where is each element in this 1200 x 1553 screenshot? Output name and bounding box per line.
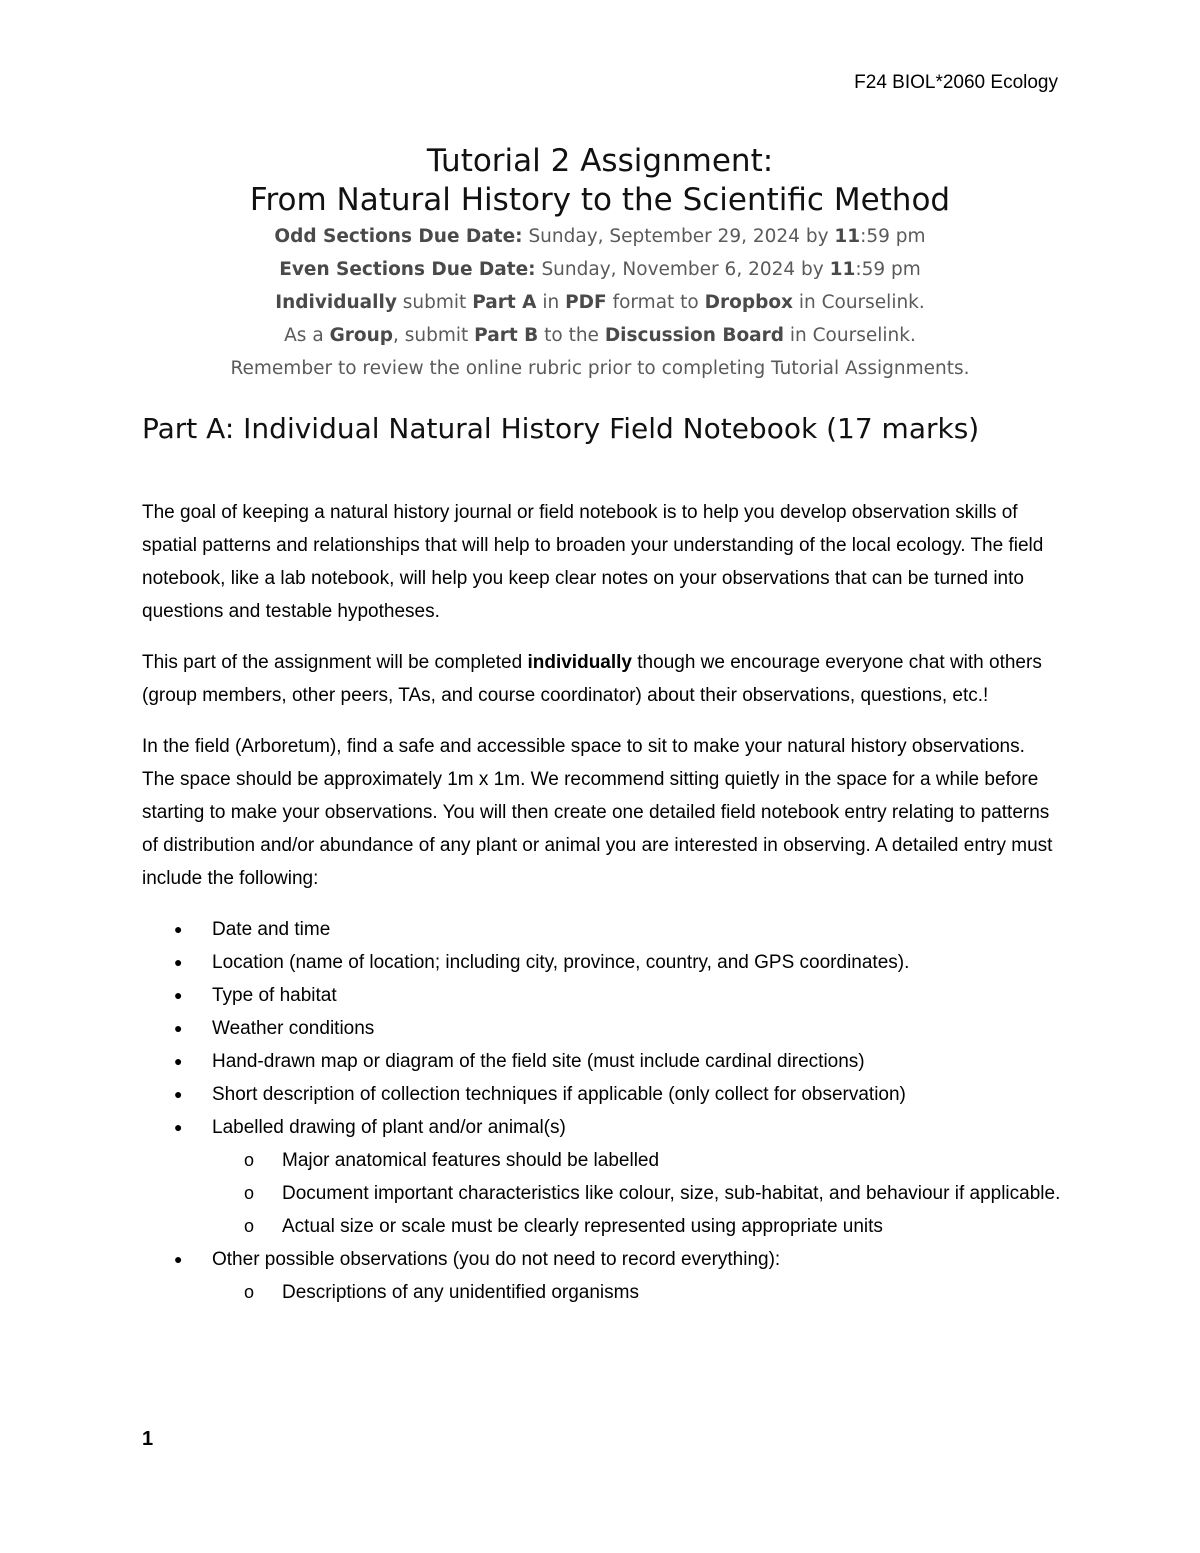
odd-sections-due-date: Odd Sections Due Date: Sunday, September 29, 2024 by 11:59 pm [274,226,926,247]
paragraph-individual: This part of the assignment will be completed individually though we encourage everyone chat with others (group members, other peers, TAs, and course coordinator) about their observations, questions, etc.! [142,652,1042,706]
list-item: ● Hand-drawn map or diagram of the field site (must include cardinal directions) [142,1045,1062,1078]
other-observations-sublist [212,1276,1062,1309]
list-item: ● Labelled drawing of plant and/or animal(s) o Major anatomical features should be labelled o Document important characteristics like colour, size, sub-habitat, and behaviour if applicable. o Actual size or scale must be clearly represented using appropriate units [142,1111,1062,1243]
sub-list-item: o Descriptions of any unidentified organisms [212,1276,1062,1309]
paragraph-goal: The goal of keeping a natural history journal or field notebook is to help you develop observation skills of spatial patterns and relationships that will help to broaden your understanding of the local ecology. The field notebook, like a lab notebook, will help you keep clear notes on your observations that can be turned into questions and testable hypotheses. [142,502,1044,622]
bullet-icon: ● [174,1119,183,1135]
rubric-reminder: Remember to review the online rubric prior to completing Tutorial Assignments. [230,358,970,379]
part-a-content [142,496,1062,1309]
document-title-line2: From Natural History to the Scientific Method [249,182,951,218]
bullet-icon: ● [174,921,183,937]
bullet-icon: ● [174,1020,183,1036]
sub-bullet-icon: o [244,1183,255,1203]
individual-submission-instructions: Individually submit Part A in PDF format to Dropbox in Courselink. [275,292,925,313]
sub-list-item: o Major anatomical features should be labelled [212,1144,1062,1177]
part-a-heading: Part A: Individual Natural History Field Notebook (17 marks) [142,412,980,445]
paragraph-field-instructions: In the field (Arboretum), find a safe and accessible space to sit to make your natural history observations. The space should be approximately 1m x 1m. We recommend sitting quietly in the space for a while before starting to make your observations. You will then create one detailed field notebook entry relating to patterns of distribution and/or abundance of any plant or animal you are interested in observing. A detailed entry must include the following: [142,736,1053,889]
list-item: ● Location (name of location; including city, province, country, and GPS coordinates). [142,946,1062,979]
sub-bullet-icon: o [244,1216,255,1236]
document-title-line1: Tutorial 2 Assignment: [426,143,774,179]
list-item: ● Other possible observations (you do not need to record everything): o Descriptions of any unidentified organisms [142,1243,1062,1309]
sub-bullet-icon: o [244,1282,255,1302]
group-submission-instructions: As a Group, submit Part B to the Discussion Board in Courselink. [284,325,916,346]
bullet-icon: ● [174,1251,183,1267]
sub-list-item: o Actual size or scale must be clearly represented using appropriate units [212,1210,1062,1243]
list-item: ● Type of habitat [142,979,1062,1012]
sub-list-item: o Document important characteristics like colour, size, sub-habitat, and behaviour if applicable. [212,1177,1062,1210]
list-item: ● Date and time [142,913,1062,946]
page-number: 1 [142,1428,154,1450]
title-block [0,142,1200,385]
sub-bullet-icon: o [244,1150,255,1170]
list-item: ● Short description of collection techniques if applicable (only collect for observation) [142,1078,1062,1111]
even-sections-due-date: Even Sections Due Date: Sunday, November 6, 2024 by 11:59 pm [279,259,921,280]
requirements-list [142,913,1062,1309]
bullet-icon: ● [174,954,183,970]
list-item: ● Weather conditions [142,1012,1062,1045]
course-header: F24 BIOL*2060 Ecology [854,72,1058,93]
bullet-icon: ● [174,1053,183,1069]
bullet-icon: ● [174,987,183,1003]
drawing-sublist [212,1144,1062,1243]
bullet-icon: ● [174,1086,183,1102]
